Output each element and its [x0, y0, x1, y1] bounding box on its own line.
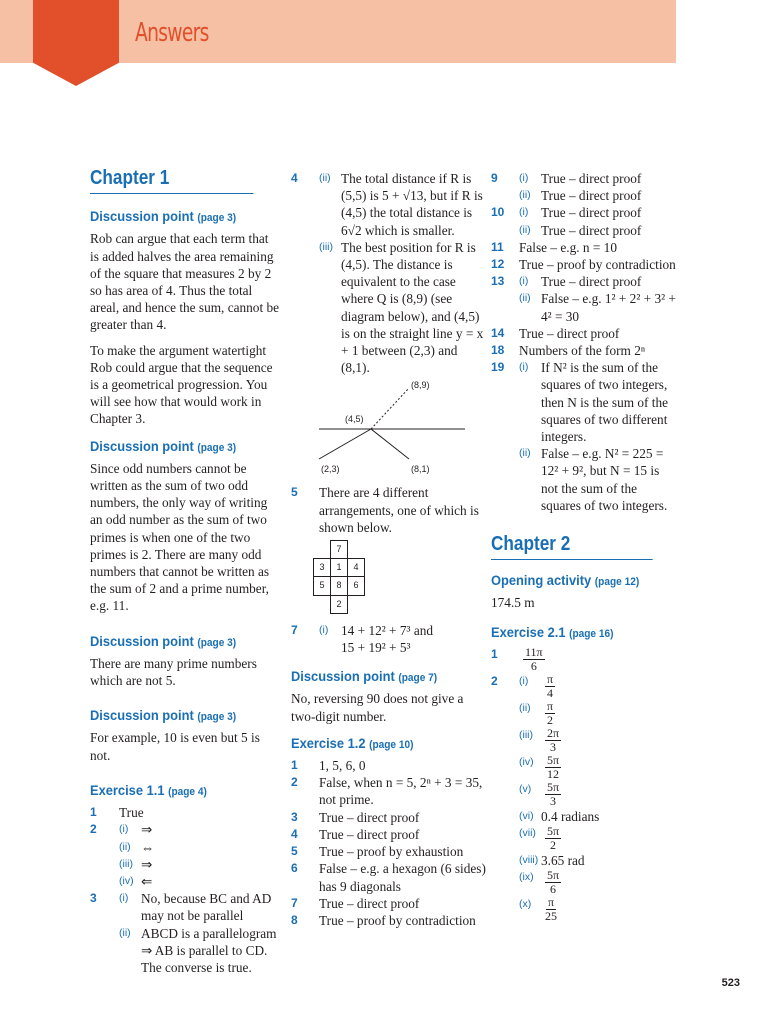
question: 6 False – e.g. a hexagon (6 sides) has 9 diagonals: [291, 861, 486, 894]
question: 2 False, when n = 5, 2ⁿ + 3 = 35, not prime.: [291, 775, 483, 808]
reflection-diagram: [297, 376, 487, 476]
question: 2 (i) ⇒ (ii) ⇔ (iii) ⇒ (iv) ⇐: [90, 822, 155, 889]
question: 4 (ii) The total distance if R is (5,5) is 5 + √13, but if R is (4,5) the total distance is 6√2 which is smaller. (iii) The best position for R is (4,5). The distance is equivalent to the case where Q is (8,9) (see diagram below), and (4,5) is on the straight line y = x + 1 between (2,3) and (8,1).: [291, 171, 484, 376]
column-2: [291, 170, 489, 929]
opening-activity-heading: Opening activity (page 12): [491, 572, 640, 589]
question: 8 True – proof by contradiction: [291, 912, 476, 928]
question: 19 (i) If N² is the sum of the squares of two integers, then N is the sum of the squares of two different integers. (ii) False – e.g. N² = 225 = 12² + 9², but N = 15 is not the sum of the squares of two integers.: [491, 360, 669, 513]
question: 9 (i) True – direct proof (ii) True – direct proof: [491, 171, 642, 204]
question: 10 (i) True – direct proof (ii) True – direct proof: [491, 205, 642, 238]
page-title: Answers: [135, 18, 209, 48]
exercise-heading: Exercise 1.2 (page 10): [291, 734, 414, 751]
point-label: (2,3): [321, 464, 340, 475]
discussion-point-heading: Discussion point (page 3): [90, 208, 237, 225]
column-1: [90, 167, 280, 976]
discussion-point-heading: Discussion point (page 3): [90, 437, 237, 454]
question: 4 True – direct proof: [291, 826, 420, 842]
header-tab: [33, 0, 119, 86]
question: 1 $\frac{11\pi}{6}$: [491, 644, 543, 673]
page-number: 523: [721, 977, 740, 989]
question: 1 1, 5, 6, 0: [291, 758, 366, 774]
question: 12 True – proof by contradiction: [491, 257, 676, 273]
question: 2 (i) $\frac{\pi}{4}$ (ii) $\frac{\pi}{2}$ (iii) $\frac{2\pi}{3}$ (iv) $\frac{5\pi}{12}$ (v) $\frac{5\pi}{3}$ (vi) 0.4 radians (vii) $\frac{5\pi}{2}$ (viii) 3.65 rad (ix) $\frac{5\pi}{6}$ (x) $\frac{\pi}{25}$: [491, 671, 600, 924]
point-label: (4,5): [345, 414, 364, 425]
question: 7 (i) 14 + 12² + 7³ and 15 + 19² + 5³: [291, 622, 434, 656]
question: 3 True – direct proof: [291, 809, 420, 825]
number-grid: 7 3 1 4 5 8 6 2: [313, 540, 365, 614]
question: 11 False – e.g. n = 10: [491, 239, 617, 255]
discussion-point-heading: Discussion point (page 7): [291, 668, 438, 685]
path-segment: [371, 429, 409, 459]
question: 13 (i) True – direct proof (ii) False – e.g. 1² + 2² + 3² + 4² = 30: [491, 274, 676, 324]
answer-paragraph: Rob can argue that each term that is added halves the area remaining of the square that measures 2 by 2 so has area of 4. Thus the total areal, and hence the sum, cannot be greater than 4.: [90, 231, 280, 333]
path-segment: [319, 429, 371, 459]
question: 5 True – proof by exhaustion: [291, 844, 464, 860]
question: 3 (i) No, because BC and AD may not be parallel (ii) ABCD is a parallelogram ⇒ AB is parallel to CD. The converse is true.: [90, 891, 277, 975]
discussion-point-heading: Discussion point (page 3): [90, 707, 237, 724]
question: 5 There are 4 different arrangements, one of which is shown below.: [291, 485, 479, 535]
answer-paragraph: For example, 10 is even but 5 is not.: [90, 730, 260, 763]
exercise-heading: Exercise 2.1 (page 16): [491, 623, 614, 640]
point-label: (8,9): [411, 380, 430, 391]
chapter-2-heading: Chapter 2: [491, 536, 653, 560]
discussion-point-heading: Discussion point (page 3): [90, 632, 237, 649]
answer-paragraph: 174.5 m: [491, 595, 535, 611]
question: 7 True – direct proof: [291, 895, 420, 911]
answer-paragraph: No, reversing 90 does not give a two-digit number.: [291, 691, 464, 724]
question: 1 True: [90, 805, 144, 821]
chapter-1-heading: Chapter 1: [90, 170, 253, 194]
answer-paragraph: Since odd numbers cannot be written as the sum of two odd numbers, the only way of writing an odd number as the sum of two primes is when one of the two primes is 2. There are many odd numbers that cannot be written as the sum of 2 and a prime number, e.g. 11.: [90, 460, 270, 614]
column-3: [491, 170, 679, 923]
question: 18 Numbers of the form 2ⁿ: [491, 343, 646, 359]
reflected-path: [371, 388, 409, 429]
question: 14 True – direct proof: [491, 325, 620, 341]
answer-paragraph: There are many prime numbers which are not 5.: [90, 655, 257, 689]
answer-paragraph: To make the argument watertight Rob could argue that the sequence is a geometrical progression. You will see how that would work in Chapter 3.: [90, 342, 273, 427]
exercise-heading: Exercise 1.1 (page 4): [90, 781, 207, 798]
point-label: (8,1): [411, 464, 430, 475]
